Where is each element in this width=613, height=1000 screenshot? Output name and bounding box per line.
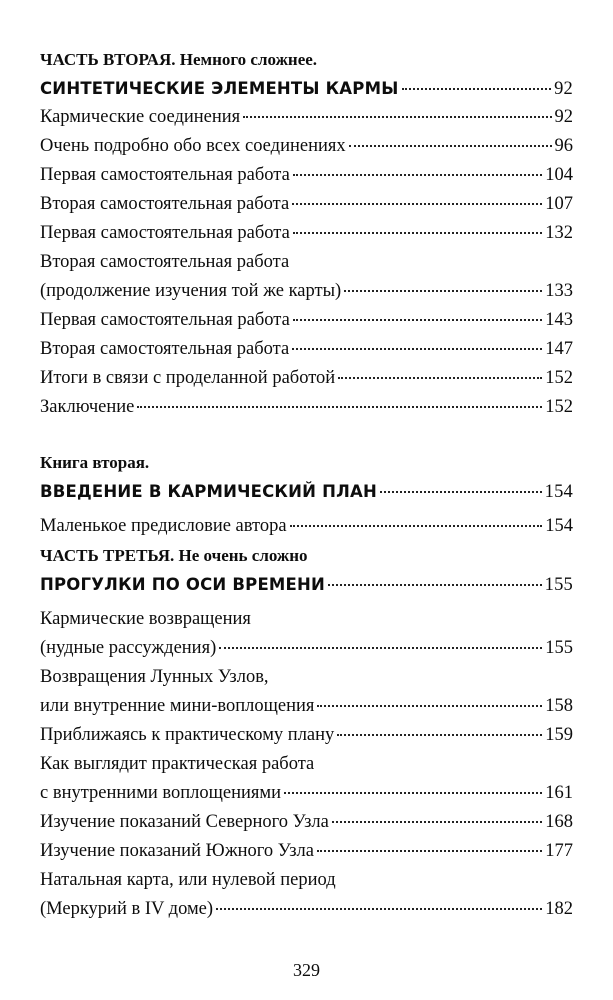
toc-page-number: 92	[554, 107, 573, 127]
toc-page-number: 159	[545, 725, 573, 745]
toc-page-number: 107	[545, 194, 573, 214]
toc-entry-title: Кармические соединения	[40, 107, 241, 127]
toc-page-number: 152	[545, 397, 573, 417]
toc-entry-title: (продолжение изучения той же карты)	[40, 281, 342, 301]
toc-entry-title: Первая самостоятельная работа	[40, 310, 290, 330]
toc-spacer	[40, 422, 573, 448]
toc-entry-title: ЧАСТЬ ТРЕТЬЯ. Не очень сложно	[40, 546, 308, 565]
toc-entry-title: Как выглядит практическая работа	[40, 754, 315, 774]
toc-entry	[40, 393, 573, 422]
toc-page-number: 104	[545, 165, 573, 185]
dot-leader	[293, 232, 542, 234]
toc-entry-title: Итоги в связи с проделанной работой	[40, 368, 336, 388]
toc-entry	[40, 512, 573, 541]
toc-entry	[40, 161, 573, 190]
toc-entry	[40, 779, 573, 808]
toc-entry-title: Кармические возвращения	[40, 609, 251, 629]
dot-leader	[349, 145, 552, 147]
toc-entry	[40, 634, 573, 663]
toc-part-heading	[40, 541, 573, 570]
toc-entry	[40, 721, 573, 750]
toc-entry-line	[40, 866, 573, 895]
dot-leader	[219, 647, 542, 649]
toc-entry-title: Приближаясь к практическому плану	[40, 725, 335, 745]
toc-entry-title: Возвращения Лунных Узлов,	[40, 667, 269, 687]
table-of-contents	[40, 45, 573, 924]
toc-page-number: 133	[545, 281, 573, 301]
dot-leader	[317, 705, 542, 707]
toc-entry	[40, 692, 573, 721]
dot-leader	[137, 406, 542, 408]
dot-leader	[380, 491, 542, 493]
toc-entry-title: Очень подробно обо всех соединениях	[40, 136, 346, 156]
dot-leader	[328, 584, 542, 586]
dot-leader	[290, 525, 543, 527]
toc-entry-title: или внутренние мини-воплощения	[40, 696, 315, 716]
toc-page-number: 96	[554, 136, 573, 156]
toc-entry-title: Изучение показаний Южного Узла	[40, 841, 314, 861]
toc-page-number: 161	[545, 783, 573, 803]
toc-entry-title: Книга вторая.	[40, 453, 150, 472]
dot-leader	[292, 348, 542, 350]
toc-page-number: 143	[545, 310, 573, 330]
toc-entry-line	[40, 248, 573, 277]
toc-entry	[40, 103, 573, 132]
toc-entry-title: с внутренними воплощениями	[40, 783, 282, 803]
toc-section-heading	[40, 477, 573, 506]
toc-page-number: 92	[554, 79, 573, 99]
toc-section-heading	[40, 570, 573, 599]
toc-entry-title: ПРОГУЛКИ ПО ОСИ ВРЕМЕНИ	[40, 575, 326, 594]
dot-leader	[332, 821, 542, 823]
toc-part-heading	[40, 45, 573, 74]
toc-page-number: 177	[545, 841, 573, 861]
toc-page-number: 154	[544, 482, 573, 502]
toc-page-number: 155	[544, 575, 573, 595]
toc-entry	[40, 306, 573, 335]
toc-entry	[40, 335, 573, 364]
toc-entry	[40, 190, 573, 219]
dot-leader	[337, 734, 542, 736]
toc-page-number: 182	[545, 899, 573, 919]
toc-page-number: 154	[545, 516, 573, 536]
toc-page-number: 158	[545, 696, 573, 716]
toc-entry-title: Вторая самостоятельная работа	[40, 252, 290, 272]
toc-entry-title: Изучение показаний Северного Узла	[40, 812, 329, 832]
toc-page-number: 132	[545, 223, 573, 243]
toc-entry	[40, 808, 573, 837]
toc-entry-title: ЧАСТЬ ВТОРАЯ. Немного сложнее.	[40, 50, 318, 69]
dot-leader	[243, 116, 551, 118]
toc-entry-line	[40, 750, 573, 779]
toc-book-heading	[40, 448, 573, 477]
toc-entry-title: Вторая самостоятельная работа	[40, 339, 290, 359]
dot-leader	[293, 174, 542, 176]
dot-leader	[216, 908, 542, 910]
page-number: 329	[293, 960, 320, 980]
dot-leader	[338, 377, 542, 379]
toc-entry	[40, 364, 573, 393]
toc-section-heading	[40, 74, 573, 103]
toc-page-number: 155	[545, 638, 573, 658]
toc-entry-title: Заключение	[40, 397, 135, 417]
toc-entry-line	[40, 663, 573, 692]
dot-leader	[293, 319, 542, 321]
toc-entry-title: СИНТЕТИЧЕСКИЕ ЭЛЕМЕНТЫ КАРМЫ	[40, 79, 399, 98]
toc-page-number: 152	[545, 368, 573, 388]
toc-entry	[40, 219, 573, 248]
toc-entry-title: (нудные рассуждения)	[40, 638, 217, 658]
toc-entry-title: Вторая самостоятельная работа	[40, 194, 290, 214]
toc-entry	[40, 132, 573, 161]
toc-entry	[40, 837, 573, 866]
toc-entry-title: Первая самостоятельная работа	[40, 165, 290, 185]
dot-leader	[344, 290, 542, 292]
toc-entry-line	[40, 605, 573, 634]
toc-page-number: 168	[545, 812, 573, 832]
toc-entry	[40, 895, 573, 924]
toc-entry-title: ВВЕДЕНИЕ В КАРМИЧЕСКИЙ ПЛАН	[40, 482, 377, 501]
dot-leader	[284, 792, 542, 794]
toc-entry-title: Натальная карта, или нулевой период	[40, 870, 336, 890]
dot-leader	[292, 203, 542, 205]
toc-entry-title: Маленькое предисловие автора	[40, 516, 287, 536]
toc-page-number: 147	[545, 339, 573, 359]
dot-leader	[317, 850, 542, 852]
dot-leader	[402, 88, 552, 90]
toc-entry-title: (Меркурий в IV доме)	[40, 899, 214, 919]
toc-entry-title: Первая самостоятельная работа	[40, 223, 290, 243]
toc-entry	[40, 277, 573, 306]
